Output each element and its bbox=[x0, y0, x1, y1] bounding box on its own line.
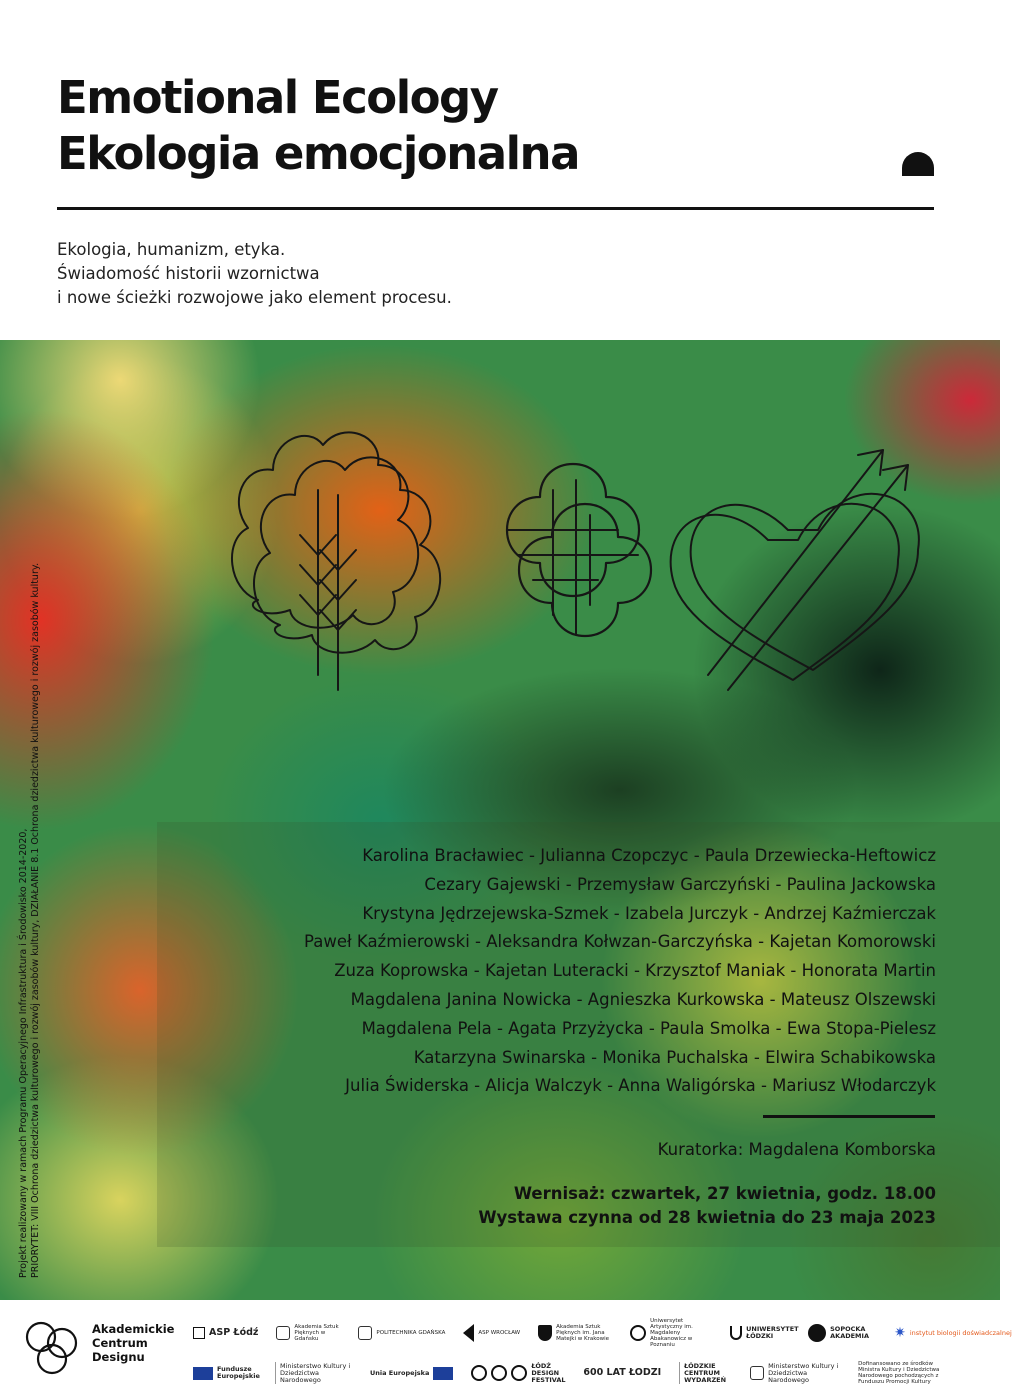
key-icon bbox=[630, 1325, 646, 1341]
u-icon bbox=[730, 1326, 742, 1340]
organizer-name-line: Centrum bbox=[92, 1336, 148, 1350]
partner-logo bbox=[583, 1368, 661, 1378]
funding-note bbox=[18, 418, 42, 1278]
partner-logo bbox=[276, 1324, 340, 1342]
partner-logo bbox=[193, 1327, 258, 1339]
quatrefoil-icon bbox=[507, 464, 651, 636]
partner-name: ASP Łódź bbox=[209, 1327, 259, 1338]
ldf-icon bbox=[471, 1365, 487, 1381]
panel-divider bbox=[763, 1115, 935, 1118]
organizer-name-line: Designu bbox=[92, 1350, 145, 1364]
partners-footer bbox=[0, 1300, 1012, 1400]
artist-list bbox=[304, 842, 936, 1101]
partner-logo bbox=[750, 1363, 840, 1384]
partner-name: Akademia Sztuk Pięknych im. Jana Matejki w Krakowie bbox=[556, 1324, 610, 1342]
exhibition-dates bbox=[478, 1182, 936, 1230]
open-period: Wystawa czynna od 28 kwietnia do 23 maja 2023 bbox=[478, 1208, 936, 1227]
acd-logo-icon bbox=[24, 1320, 80, 1376]
subtitle-line: Ekologia, humanizm, etyka. bbox=[57, 240, 286, 259]
partner-name: SOPOCKA AKADEMIA bbox=[830, 1325, 869, 1340]
partner-logo bbox=[358, 1326, 445, 1340]
heart-arrow-icon bbox=[671, 450, 919, 690]
artist-line: Paweł Kaźmierowski - Aleksandra Kołwzan-Garczyńska - Kajetan Komorowski bbox=[304, 932, 936, 952]
partner-name: Dofinansowano ze środków Ministra Kultury i Dziedzictwa Narodowego pochodzących z Funduszu Promocji Kultury bbox=[858, 1361, 940, 1385]
triangle-icon bbox=[463, 1324, 474, 1342]
partner-name: instytut biologii doświadczalnej bbox=[909, 1328, 1012, 1337]
tree-icon bbox=[232, 432, 440, 690]
partner-name: Fundusze Europejskie bbox=[217, 1365, 260, 1380]
partner-logo bbox=[730, 1325, 799, 1340]
header-divider bbox=[57, 207, 934, 210]
partner-name: Unia Europejska bbox=[370, 1368, 430, 1377]
partner-name: Ministerstwo Kultury i Dziedzictwa Narodowego bbox=[280, 1361, 351, 1384]
partner-logos bbox=[193, 1318, 1012, 1388]
ldf-icon bbox=[491, 1365, 507, 1381]
partner-name: ŁÓDŹ DESIGN FESTIVAL bbox=[531, 1361, 566, 1384]
funding-note-line: Projekt realizowany w ramach Programu Operacyjnego Infrastruktura i Środowisko 2014-2020, bbox=[18, 828, 29, 1278]
partner-logo bbox=[471, 1363, 565, 1384]
exhibition-subtitle bbox=[57, 238, 452, 310]
curator-credit: Kuratorka: Magdalena Komborska bbox=[657, 1140, 936, 1159]
partner-logo bbox=[193, 1365, 260, 1380]
eagle-icon bbox=[750, 1366, 764, 1380]
partner-name: ASP WROCŁAW bbox=[478, 1330, 521, 1336]
partner-logo bbox=[370, 1367, 453, 1380]
title-polish: Ekologia emocjonalna bbox=[57, 127, 579, 180]
title-english: Emotional Ecology bbox=[57, 71, 498, 124]
sprout-icon bbox=[679, 1362, 680, 1384]
partner-name: UNIWERSYTET ŁÓDZKI bbox=[746, 1325, 799, 1340]
artist-line: Zuza Koprowska - Kajetan Luteracki - Krzysztof Maniak - Honorata Martin bbox=[334, 961, 936, 981]
circle-icon bbox=[808, 1324, 826, 1342]
partner-row bbox=[193, 1318, 1012, 1348]
symbols-illustration bbox=[218, 420, 918, 720]
partner-logo bbox=[894, 1326, 1012, 1340]
dome-icon bbox=[902, 152, 934, 176]
star-icon: ✷ bbox=[894, 1325, 906, 1341]
partner-name: ŁÓDZKIE CENTRUM WYDARZEŃ bbox=[684, 1361, 727, 1384]
partner-name: POLITECHNIKA GDAŃSKA bbox=[376, 1330, 446, 1336]
partner-name: Ministerstwo Kultury i Dziedzictwa Narodowego bbox=[768, 1361, 839, 1384]
crest-icon bbox=[276, 1326, 290, 1340]
artist-line: Krystyna Jędrzejewska-Szmek - Izabela Jurczyk - Andrzej Kaźmierczak bbox=[362, 903, 936, 923]
bar-icon bbox=[275, 1362, 276, 1384]
exhibition-title bbox=[57, 70, 579, 182]
building-icon bbox=[358, 1326, 372, 1340]
partner-name: 600 LAT ŁODZI bbox=[583, 1367, 662, 1378]
subtitle-line: Świadomość historii wzornictwa bbox=[57, 264, 320, 283]
partner-row bbox=[193, 1360, 983, 1386]
ldf-icon bbox=[511, 1365, 527, 1381]
partner-logo bbox=[808, 1324, 876, 1342]
partner-logo bbox=[463, 1324, 520, 1342]
shield-icon bbox=[538, 1325, 552, 1341]
partner-logo bbox=[858, 1361, 942, 1385]
subtitle-line: i nowe ścieżki rozwojowe jako element procesu. bbox=[57, 288, 452, 307]
flag-icon bbox=[193, 1367, 213, 1380]
artist-line: Katarzyna Swinarska - Monika Puchalska - Elwira Schabikowska bbox=[413, 1047, 936, 1067]
partner-name: Akademia Sztuk Pięknych w Gdańsku bbox=[294, 1324, 339, 1342]
partner-logo bbox=[679, 1362, 732, 1384]
artist-line: Karolina Bracławiec - Julianna Czopczyc - Paula Drzewiecka-Heftowicz bbox=[362, 846, 936, 865]
organizer-name bbox=[92, 1322, 174, 1364]
artist-line: Cezary Gajewski - Przemysław Garczyński - Paulina Jackowska bbox=[424, 874, 936, 894]
square-icon bbox=[193, 1327, 205, 1339]
organizer-name-line: Akademickie bbox=[92, 1322, 175, 1336]
artist-line: Magdalena Pela - Agata Przyżycka - Paula Smolka - Ewa Stopa-Pielesz bbox=[361, 1018, 936, 1038]
eu-flag-icon bbox=[433, 1367, 453, 1380]
partner-logo bbox=[630, 1318, 712, 1348]
opening-date: Wernisaż: czwartek, 27 kwietnia, godz. 18.00 bbox=[513, 1184, 936, 1203]
partner-logo bbox=[275, 1362, 352, 1384]
funding-note-line: PRIORYTET: VIII Ochrona dziedzictwa kulturowego i rozwój zasobów kultury, DZIAŁANIE 8.1 Ochrona dziedzictwa kulturowego i rozwój zasobów kultury. bbox=[30, 562, 41, 1278]
artist-line: Magdalena Janina Nowicka - Agnieszka Kurkowska - Mateusz Olszewski bbox=[350, 989, 936, 1009]
partner-logo bbox=[538, 1324, 612, 1342]
partner-name: Uniwersytet Artystyczny im. Magdaleny Abakanowicz w Poznaniu bbox=[650, 1318, 693, 1348]
poster-header bbox=[0, 0, 1000, 340]
artist-line: Julia Świderska - Alicja Walczyk - Anna Waligórska - Mariusz Włodarczyk bbox=[345, 1076, 936, 1096]
